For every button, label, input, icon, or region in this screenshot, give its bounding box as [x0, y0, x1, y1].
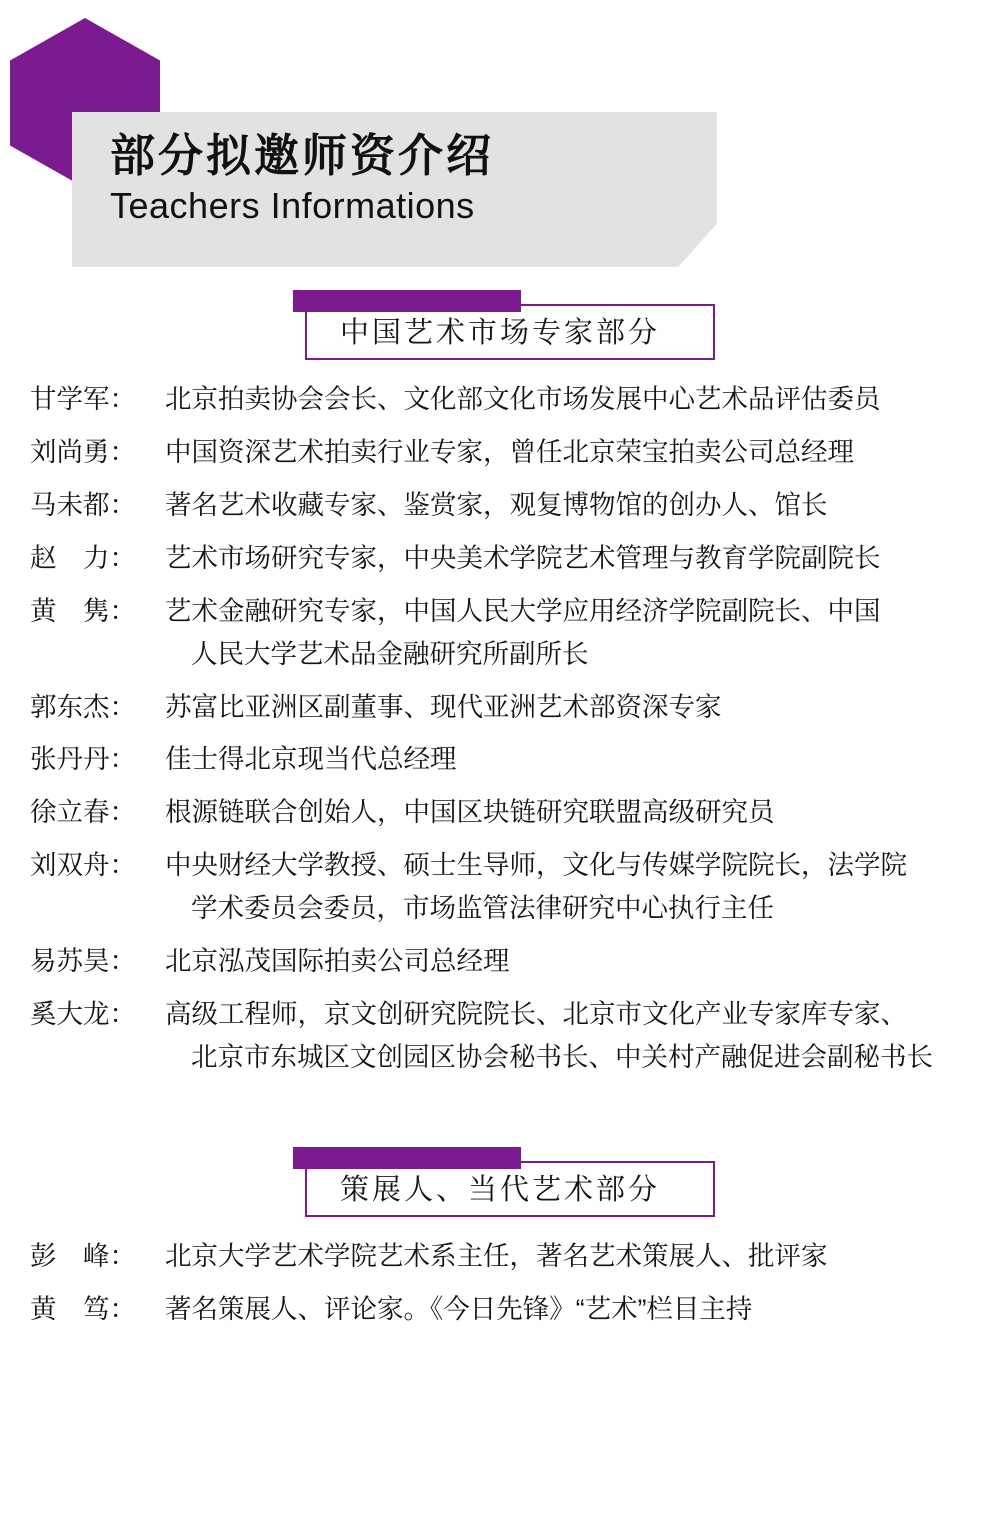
list-item	[30, 590, 970, 676]
entry-name: 郭东杰：	[30, 691, 136, 722]
entry-name: 张丹丹：	[30, 744, 136, 775]
entry-name: 赵 力：	[30, 542, 136, 573]
list-item	[30, 791, 970, 834]
page-title-en: Teachers Informations	[110, 184, 475, 226]
entry-name: 奚大龙：	[30, 999, 136, 1030]
entry-desc: 佳士得北京现当代总经理	[165, 744, 457, 775]
entry-name: 甘学军：	[30, 384, 136, 414]
entry-name: 刘双舟：	[30, 850, 136, 881]
entry-desc: 根源链联合创始人，中国区块链研究联盟高级研究员	[165, 797, 775, 828]
entry-desc-line2: 人民大学艺术品金融研究所副所长	[191, 638, 589, 669]
list-item	[30, 844, 970, 930]
entry-name: 彭 峰：	[30, 1240, 136, 1271]
entry-desc: 著名策展人、评论家。《今日先锋》“艺术”栏目主持	[165, 1293, 753, 1324]
entry-desc: 艺术市场研究专家，中央美术学院艺术管理与教育学院副院长	[165, 542, 881, 573]
list-item	[30, 686, 970, 729]
page-header	[0, 0, 1000, 290]
list-item	[30, 1288, 970, 1331]
section-heading-2	[285, 1147, 715, 1225]
list-item	[30, 940, 970, 983]
entry-name: 徐立春：	[30, 797, 136, 828]
entry-name: 黄 笃：	[30, 1293, 136, 1324]
entry-desc: 北京拍卖协会会长、文化部文化市场发展中心艺术品评估委员	[165, 384, 881, 414]
list-item	[30, 993, 970, 1079]
list-item	[30, 431, 970, 474]
entry-desc: 中国资深艺术拍卖行业专家，曾任北京荣宝拍卖公司总经理	[165, 436, 854, 467]
header-text-block	[110, 128, 710, 227]
entry-desc-line1: 中央财经大学教授、硕士生导师，文化与传媒学院院长，法学院	[165, 850, 907, 881]
entry-list-2	[0, 1225, 1000, 1331]
entry-name: 易苏昊：	[30, 946, 136, 977]
list-item	[30, 537, 970, 580]
section-heading-1	[285, 290, 715, 368]
entry-desc: 著名艺术收藏专家、鉴赏家，观复博物馆的创办人、馆长	[165, 489, 828, 520]
entry-name: 黄 隽：	[30, 595, 136, 626]
entry-desc-line1: 艺术金融研究专家，中国人民大学应用经济学院副院长、中国	[165, 595, 881, 626]
list-item	[30, 1235, 970, 1278]
list-item	[30, 378, 970, 421]
entry-desc	[165, 590, 970, 676]
list-item	[30, 484, 970, 527]
entry-list-1	[0, 368, 1000, 1079]
entry-desc	[165, 844, 970, 930]
entry-name: 刘尚勇：	[30, 436, 136, 467]
section-title-1: 中国艺术市场专家部分	[339, 315, 660, 349]
entry-desc-line2: 学术委员会委员，市场监管法律研究中心执行主任	[191, 893, 774, 924]
entry-desc	[165, 993, 970, 1079]
entry-desc: 苏富比亚洲区副董事、现代亚洲艺术部资深专家	[165, 691, 722, 722]
entry-desc: 北京大学艺术学院艺术系主任，著名艺术策展人、批评家	[165, 1240, 828, 1271]
entry-name: 马未都：	[30, 489, 136, 520]
entry-desc: 北京泓茂国际拍卖公司总经理	[165, 946, 510, 977]
list-item	[30, 738, 970, 781]
section-title-2: 策展人、当代艺术部分	[339, 1171, 660, 1206]
entry-desc-line2: 北京市东城区文创园区协会秘书长、中关村产融促进会副秘书长	[191, 1041, 933, 1072]
page-title-cn: 部分拟邀师资介绍	[110, 130, 495, 181]
entry-desc-line1: 高级工程师，京文创研究院院长、北京市文化产业专家库专家、	[165, 999, 907, 1030]
